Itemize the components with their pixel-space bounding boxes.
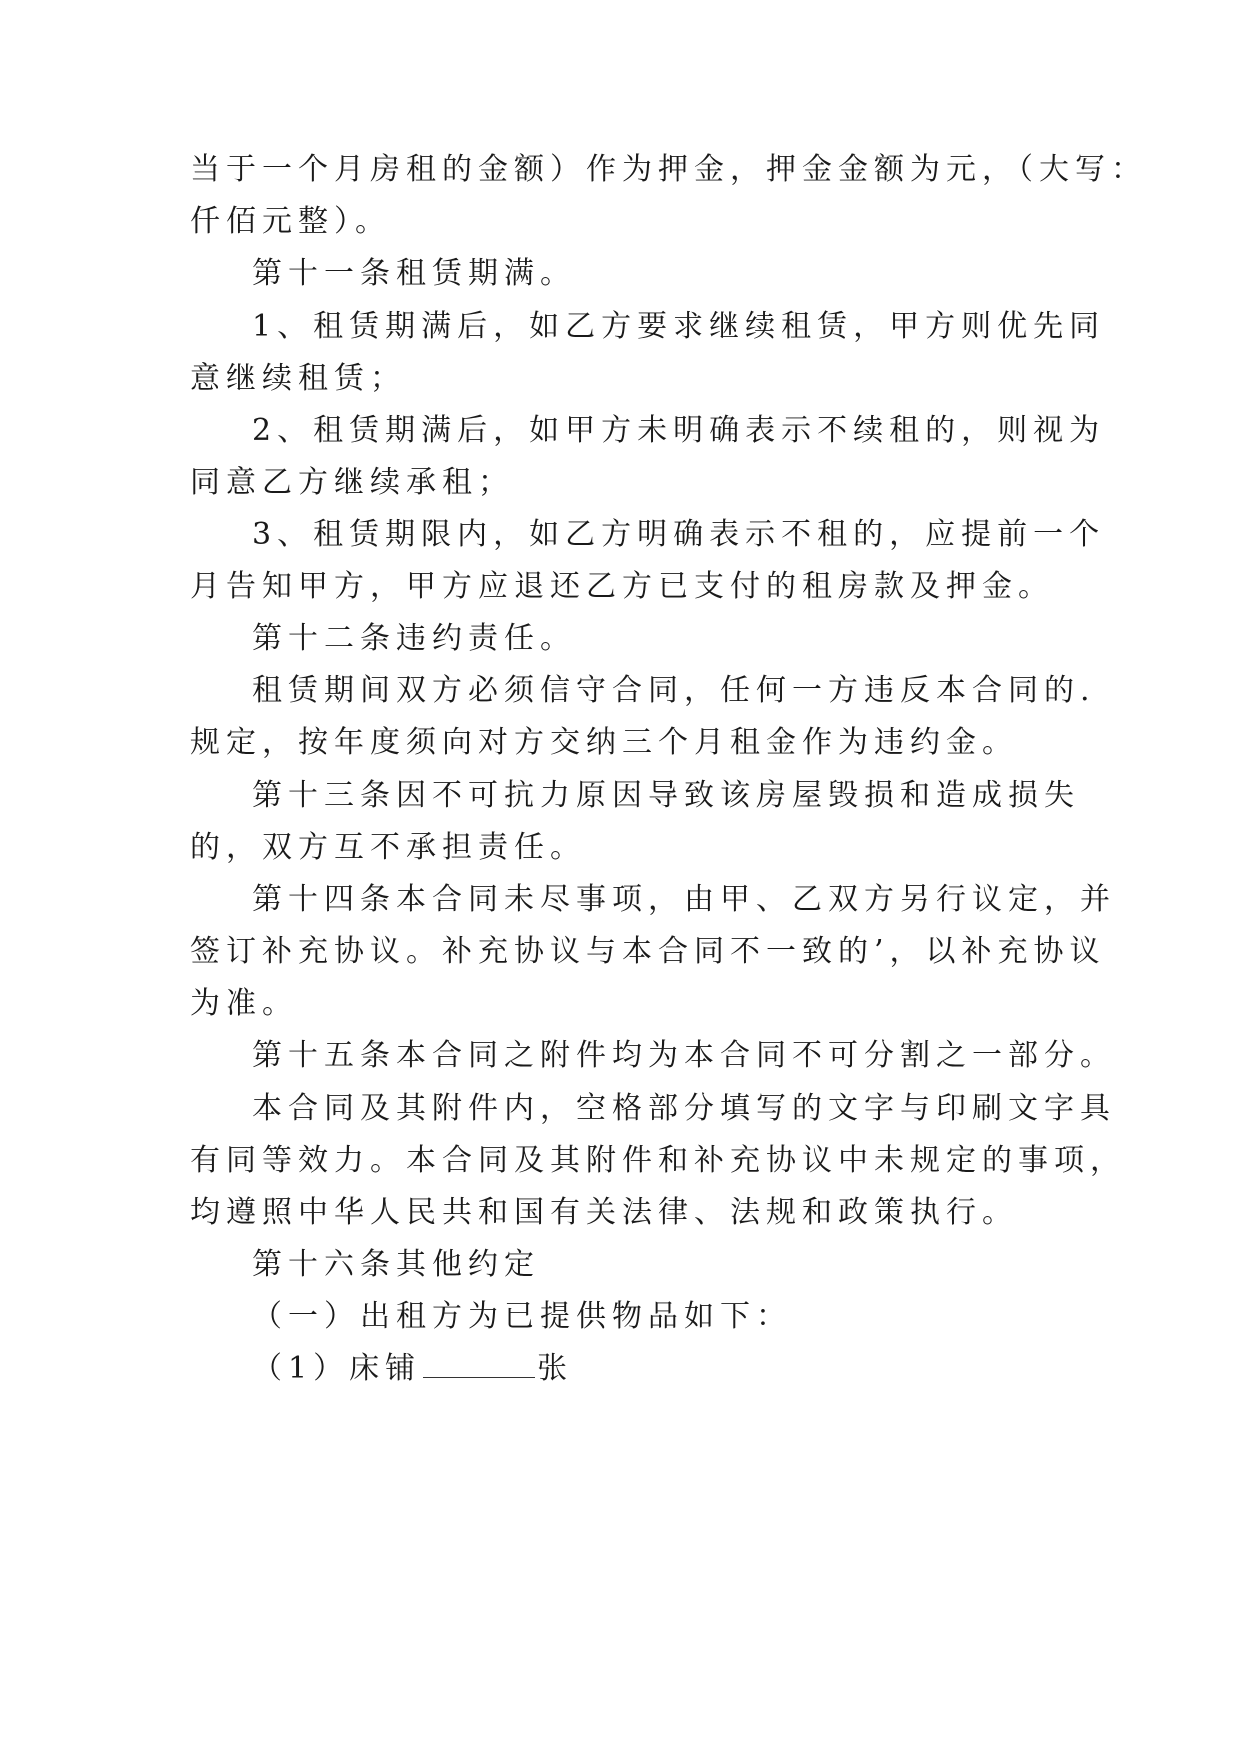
list-item-suffix: 张 (537, 1351, 574, 1386)
paragraph-line: 有同等效力。本合同及其附件和补充协议中未规定的事项， (190, 1143, 1126, 1178)
paragraph-line: 规定，按年度须向对方交纳三个月租金作为违约金。 (190, 725, 1018, 760)
article-line: 第十五条本合同之附件均为本合同不可分割之一部分。 (252, 1038, 1116, 1073)
paragraph-line: 当于一个月房租的金额）作为押金，押金金额为元，（大写： (190, 152, 1147, 187)
article-line: 第十三条因不可抗力原因导致该房屋毁损和造成损失 (252, 778, 1080, 813)
article-heading: 第十二条违约责任。 (252, 621, 576, 656)
clause-line: 月告知甲方，甲方应退还乙方已支付的租房款及押金。 (190, 569, 1054, 604)
list-heading: （一）出租方为已提供物品如下： (252, 1299, 792, 1334)
article-line: 第十四条本合同未尽事项，由甲、乙双方另行议定，并 (252, 882, 1116, 917)
paragraph-line: 本合同及其附件内，空格部分填写的文字与印刷文字具 (252, 1091, 1116, 1126)
paragraph-line: 仟佰元整）。 (190, 204, 391, 239)
article-heading: 第十六条其他约定 (252, 1247, 540, 1282)
article-line: 的，双方互不承担责任。 (190, 830, 586, 865)
clause-line: 3、租赁期限内，如乙方明确表示不租的，应提前一个 (252, 517, 1106, 552)
list-item (252, 1349, 573, 1389)
fill-in-blank (423, 1351, 535, 1378)
article-line: 为准。 (190, 986, 298, 1021)
article-line: 签订补充协议。补充协议与本合同不一致的’，以补充协议 (190, 934, 1106, 969)
paragraph-line: 租赁期间双方必须信守合同，任何一方违反本合同的. (252, 673, 1096, 708)
paragraph-line: 均遵照中华人民共和国有关法律、法规和政策执行。 (190, 1195, 1018, 1230)
clause-line: 同意乙方继续承租； (190, 465, 514, 500)
clause-line: 1、租赁期满后，如乙方要求继续租赁，甲方则优先同 (252, 309, 1106, 344)
list-item-prefix: （1）床铺 (252, 1351, 422, 1386)
clause-line: 意继续租赁； (190, 361, 406, 396)
article-heading: 第十一条租赁期满。 (252, 256, 576, 291)
clause-line: 2、租赁期满后，如甲方未明确表示不续租的，则视为 (252, 413, 1106, 448)
